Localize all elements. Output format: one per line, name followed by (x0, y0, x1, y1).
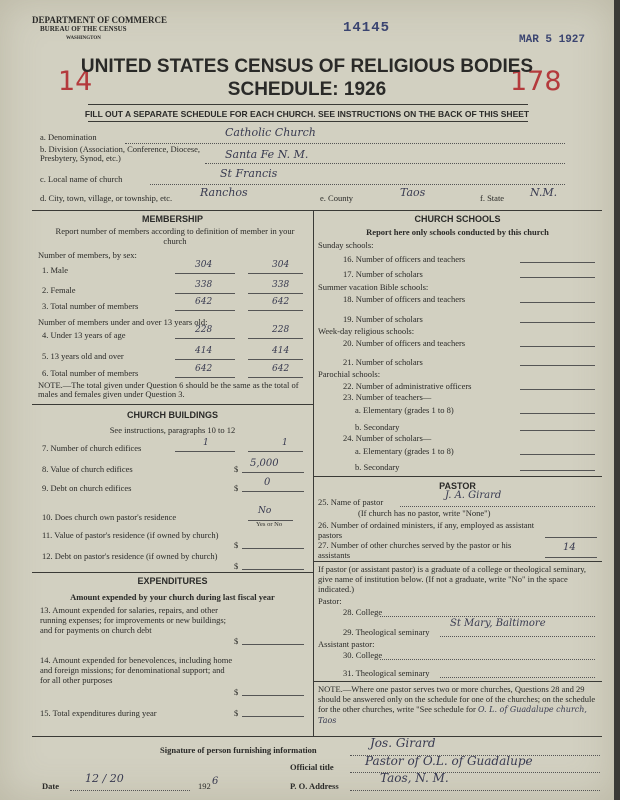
q7-line-a (175, 451, 235, 452)
county-label: e. County (320, 193, 354, 203)
address-line (350, 790, 600, 791)
section-divider (313, 476, 602, 477)
q20-line (520, 346, 595, 347)
q11-dollar: $ (234, 540, 239, 550)
q31-label: 31. Theological seminary (343, 668, 430, 678)
division-label: b. Division (Association, Conference, Diocese, Presbytery, Synod, etc.) (40, 144, 201, 163)
membership-heading: MEMBERSHIP (141, 214, 203, 224)
state-value[interactable]: N.M. (530, 186, 558, 199)
graduate-note: If pastor (or assistant pastor) is a graduate of a college or theological seminary, give name of institution below. (If not a graduate, write "No" in the space indicated.) (318, 564, 587, 594)
q4-line-a (175, 338, 235, 339)
q11-line (242, 548, 304, 549)
stamp-number: 14145 (343, 20, 391, 36)
q16-label: 16. Number of officers and teachers (343, 254, 466, 264)
address-value[interactable]: Taos, N. M. (380, 771, 449, 785)
q1-value-b[interactable]: 304 (272, 260, 290, 270)
q23-label: 23. Number of teachers— (343, 392, 432, 402)
q25-line (400, 506, 595, 507)
assistant-sub-label: Assistant pastor: (318, 639, 375, 649)
schools-heading: CHURCH SCHOOLS (414, 214, 501, 224)
q2-label: 2. Female (42, 285, 76, 295)
q17-label: 17. Number of scholars (343, 269, 423, 279)
pastor-heading: PASTOR (439, 481, 476, 491)
denomination-value[interactable]: Catholic Church (225, 126, 316, 139)
q8-value[interactable]: 5,000 (250, 458, 279, 469)
q13-line (242, 644, 304, 645)
buildings-heading: CHURCH BUILDINGS (127, 410, 218, 420)
q10-value[interactable]: No (258, 506, 272, 516)
date-value[interactable]: 12 / 20 (85, 772, 124, 785)
q5-value-a[interactable]: 414 (195, 346, 213, 356)
q26-line (545, 537, 597, 538)
q25-label: 25. Name of pastor (318, 497, 384, 507)
q4-value-a[interactable]: 228 (195, 325, 213, 335)
q23a-label: a. Elementary (grades 1 to 8) (355, 405, 454, 415)
signature-value[interactable]: Jos. Girard (370, 736, 436, 750)
q3-label: 3. Total number of members (42, 301, 139, 311)
division-value[interactable]: Santa Fe N. M. (225, 148, 309, 161)
q7-value-b[interactable]: 1 (282, 438, 288, 448)
q21-label: 21. Number of scholars (343, 357, 423, 367)
q1-line-a (175, 273, 235, 274)
q18-line (520, 302, 595, 303)
q15-label: 15. Total expenditures during year (40, 708, 157, 718)
city-value[interactable]: Ranchos (200, 186, 248, 199)
q2-line-b (248, 293, 303, 294)
q20-label: 20. Number of officers and teachers (343, 338, 466, 348)
q12-dollar: $ (234, 561, 239, 571)
bureau-city: WASHINGTON (66, 36, 101, 41)
expenditures-intro: Amount expended by your church during last fiscal year (70, 592, 275, 602)
q5-line-a (175, 359, 235, 360)
section-divider (313, 561, 602, 562)
q8-dollar: $ (234, 464, 239, 474)
q17-line (520, 277, 595, 278)
q14-label: 14. Amount expended for benevolences, including home and foreign missions; for denominational support; and for all other purposes (40, 655, 233, 685)
q7-line-b (248, 451, 303, 452)
schools-intro: Report here only schools conducted by this church (366, 227, 549, 237)
section-divider (32, 736, 602, 737)
address-label: P. O. Address (290, 781, 339, 791)
weekday-label: Week-day religious schools: (318, 326, 415, 336)
q18-label: 18. Number of officers and teachers (343, 294, 466, 304)
q14-line (242, 695, 304, 696)
q11-label: 11. Value of pastor's residence (if owned by church) (42, 530, 219, 540)
q6-value-b[interactable]: 642 (272, 364, 290, 374)
local-name-line (150, 184, 565, 185)
official-title-label: Official title (290, 762, 334, 772)
division-line (205, 163, 565, 164)
red-mark-left: 14 (58, 66, 93, 97)
q21-line (520, 365, 595, 366)
q3-line-a (175, 310, 235, 311)
q9-value[interactable]: 0 (264, 477, 271, 488)
membership-note: NOTE.—The total given under Question 6 should be the same as the total of males and females given under Question 3. (38, 380, 299, 399)
section-divider (32, 210, 602, 211)
q31-line (440, 677, 595, 678)
q26-label: 26. Number of ordained ministers, if any, employed as assistant pastors (318, 520, 535, 540)
q5-value-b[interactable]: 414 (272, 346, 290, 356)
q4-line-b (248, 338, 303, 339)
q4-value-b[interactable]: 228 (272, 325, 290, 335)
q27-line (545, 557, 597, 558)
q8-label: 8. Value of church edifices (42, 464, 133, 474)
q24a-label: a. Elementary (grades 1 to 8) (355, 446, 454, 456)
q7-value-a[interactable]: 1 (203, 438, 209, 448)
q6-line-a (175, 377, 235, 378)
q22-line (520, 389, 595, 390)
q6-line-b (248, 377, 303, 378)
parochial-label: Parochial schools: (318, 369, 381, 379)
q23b-line (520, 430, 595, 431)
local-name-value[interactable]: St Francis (220, 167, 278, 180)
q29-value[interactable]: St Mary, Baltimore (450, 618, 546, 629)
q4-label: 4. Under 13 years of age (42, 330, 126, 340)
red-mark-right: 178 (510, 66, 562, 97)
signature-label: Signature of person furnishing information (160, 745, 317, 755)
county-value[interactable]: Taos (400, 186, 426, 199)
q8-line (242, 472, 304, 473)
q9-label: 9. Debt on church edifices (42, 483, 132, 493)
q15-dollar: $ (234, 708, 239, 718)
pastor-note-value[interactable]: O. L. of Guadalupe church, Taos (318, 705, 587, 725)
form-subtitle: SCHEDULE: 1926 (227, 79, 387, 100)
q27-value[interactable]: 14 (563, 542, 576, 553)
q25-hint: (If church has no pastor, write "None") (358, 508, 491, 518)
q10-hint: Yes or No (256, 521, 283, 528)
q2-line-a (175, 293, 235, 294)
q2-value-b[interactable]: 338 (272, 280, 290, 290)
state-label: f. State (480, 193, 505, 203)
q16-line (520, 262, 595, 263)
divider (88, 121, 528, 122)
department-name: DEPARTMENT OF COMMERCE (32, 15, 168, 25)
summer-label: Summer vacation Bible schools: (318, 282, 429, 292)
section-divider (313, 681, 602, 682)
q1-label: 1. Male (42, 265, 68, 275)
q6-value-a[interactable]: 642 (195, 364, 213, 374)
q24-label: 24. Number of scholars— (343, 433, 432, 443)
department-heading (32, 16, 167, 43)
q9-line (242, 491, 304, 492)
official-title-value[interactable]: Pastor of O.L. of Guadalupe (365, 754, 533, 768)
q7-label: 7. Number of church edifices (42, 443, 142, 453)
q29-label: 29. Theological seminary (343, 627, 430, 637)
q23b-label: b. Secondary (355, 422, 400, 432)
date-line (70, 790, 190, 791)
q5-label: 5. 13 years old and over (42, 351, 124, 361)
date-year-prefix: 192 (198, 781, 211, 791)
form-title: UNITED STATES CENSUS OF RELIGIOUS BODIES (80, 56, 534, 77)
q27-label: 27. Number of other churches served by the pastor or his assistants (318, 540, 512, 560)
q24b-line (520, 470, 595, 471)
q2-value-a[interactable]: 338 (195, 280, 213, 290)
q12-line (242, 569, 304, 570)
q13-label: 13. Amount expended for salaries, repairs, and other running expenses; for improvements or new buildings; and for payments on church debt (40, 605, 227, 635)
buildings-intro: See instructions, paragraphs 10 to 12 (109, 425, 236, 435)
q30-label: 30. College (343, 650, 383, 660)
q13-dollar: $ (234, 636, 239, 646)
age-intro: Number of members under and over 13 years old: (38, 317, 208, 327)
bureau-name: BUREAU OF THE CENSUS (40, 25, 127, 33)
date-label: Date (42, 781, 59, 791)
q14-dollar: $ (234, 687, 239, 697)
q23a-line (520, 413, 595, 414)
q29-line (440, 636, 595, 637)
section-divider (32, 572, 313, 573)
expenditures-heading: EXPENDITURES (137, 576, 208, 586)
city-label: d. City, town, village, or township, etc. (40, 193, 173, 203)
pastor-note-text: NOTE.—Where one pastor serves two or more churches, Questions 28 and 29 should be answered only on the schedule for one of the churches; on the schedule for the other churches, write "See schedule for (318, 684, 596, 714)
q1-line-b (248, 273, 303, 274)
q28-line (380, 616, 595, 617)
q3-value-a[interactable]: 642 (195, 297, 213, 307)
q19-line (520, 322, 595, 323)
stamp-date: MAR 5 1927 (519, 34, 586, 46)
q3-line-b (248, 310, 303, 311)
q19-label: 19. Number of scholars (343, 314, 423, 324)
q15-line (242, 716, 304, 717)
q24a-line (520, 454, 595, 455)
by-sex-label: Number of members, by sex: (38, 250, 137, 260)
q24b-label: b. Secondary (355, 462, 400, 472)
local-name-label: c. Local name of church (40, 174, 123, 184)
q22-label: 22. Number of administrative officers (343, 381, 472, 391)
pastor-sub-label: Pastor: (318, 596, 342, 606)
sunday-label: Sunday schools: (318, 240, 374, 250)
q3-value-b[interactable]: 642 (272, 297, 290, 307)
q28-label: 28. College (343, 607, 383, 617)
section-divider (32, 404, 313, 405)
date-year-digit[interactable]: 6 (212, 776, 219, 787)
column-divider (313, 210, 314, 736)
q25-value[interactable]: J. A. Girard (445, 490, 502, 501)
q12-label: 12. Debt on pastor's residence (if owned by church) (42, 551, 218, 561)
q5-line-b (248, 359, 303, 360)
denomination-label: a. Denomination (40, 132, 97, 142)
q9-dollar: $ (234, 483, 239, 493)
q30-line (380, 659, 595, 660)
q6-label: 6. Total number of members (42, 368, 139, 378)
divider (88, 104, 528, 105)
membership-intro: Report number of members according to definition of member in your church (55, 226, 295, 246)
pastor-note (318, 684, 601, 726)
q10-label: 10. Does church own pastor's residence (42, 512, 177, 522)
q1-value-a[interactable]: 304 (195, 260, 213, 270)
instruction-line: FILL OUT A SEPARATE SCHEDULE FOR EACH CHURCH. SEE INSTRUCTIONS ON THE BACK OF THIS SHEET (84, 109, 530, 119)
